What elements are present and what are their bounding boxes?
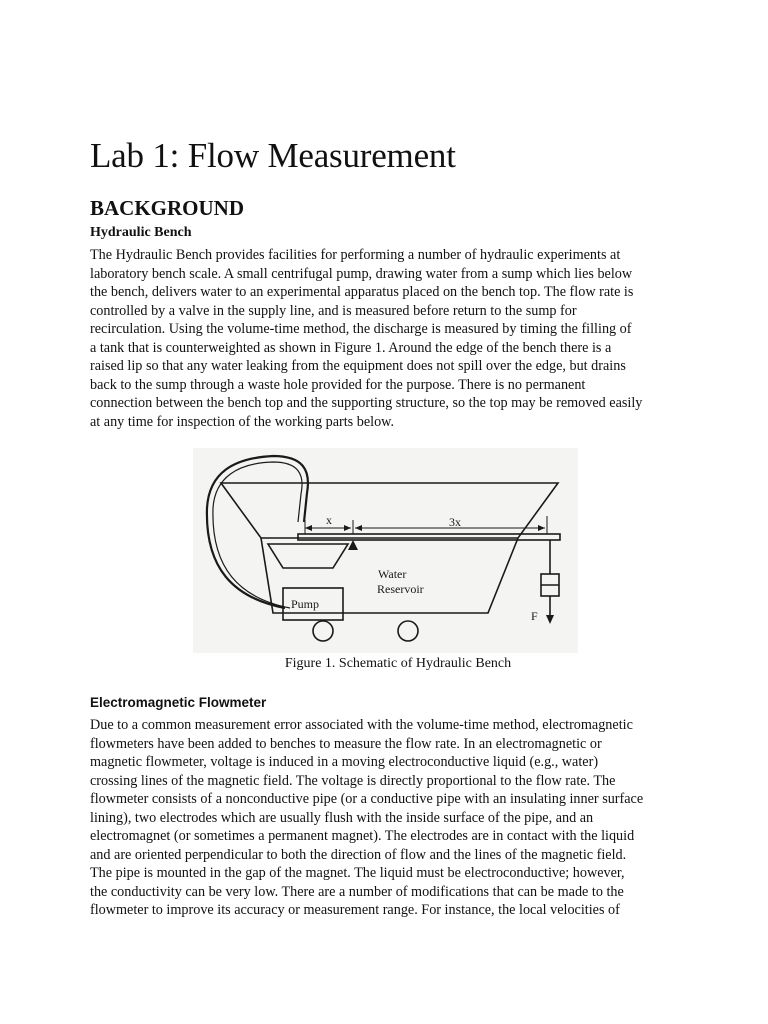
paragraph-line: recirculation. Using the volume-time method, the discharge is measured by timing the filling of bbox=[90, 321, 632, 337]
label-pump: Pump bbox=[291, 597, 320, 611]
paragraph-line: The Hydraulic Bench provides facilities for performing a number of hydraulic experiments at bbox=[90, 247, 621, 263]
label-3x: 3x bbox=[449, 515, 461, 529]
paragraph-line: connection between the bench top and the supporting structure, so the top may be removed easily bbox=[90, 395, 643, 411]
paragraph-line: lining), two electrodes which are usually flush with the inside surface of the pipe, and an bbox=[90, 809, 594, 826]
paragraph-line: and are oriented perpendicular to both the direction of flow and the lines of the magnetic field. bbox=[90, 846, 627, 863]
paragraph-line: controlled by a valve in the supply line, and is measured before return to the sump for bbox=[90, 302, 577, 319]
subsection-heading-electromagnetic-flowmeter: Electromagnetic Flowmeter bbox=[90, 695, 267, 710]
paragraph-line: flowmeter to improve its accuracy or measurement range. For instance, the local velocities of bbox=[90, 902, 620, 918]
paragraph-electromagnetic-flowmeter bbox=[90, 716, 690, 920]
subsection-heading-hydraulic-bench: Hydraulic Bench bbox=[90, 225, 192, 240]
paragraph-line: at any time for inspection of the working parts below. bbox=[90, 413, 395, 430]
figure-hydraulic-bench bbox=[193, 448, 578, 653]
paragraph-line: electromagnet (or sometimes a permanent magnet). The electrodes are in contact with the liquid bbox=[90, 828, 635, 844]
paragraph-line: raised lip so that any water leaking from the equipment does not spill over the edge, but drains bbox=[90, 358, 626, 374]
paragraph-line: the bench, delivers water to an experimental apparatus placed on the bench top. The flow rate is bbox=[90, 284, 634, 300]
label-reservoir: Reservoir bbox=[377, 582, 424, 596]
figure-caption: Figure 1. Schematic of Hydraulic Bench bbox=[284, 656, 512, 671]
paragraph-line: crossing lines of the magnetic field. The voltage is directly proportional to the flow rate. The bbox=[90, 772, 616, 789]
label-force: F bbox=[531, 609, 538, 623]
figure-background bbox=[193, 448, 578, 653]
paragraph-line: The pipe is mounted in the gap of the magnet. The liquid must be electroconductive; however, bbox=[90, 865, 625, 881]
paragraph-line: flowmeter consists of a nonconductive pipe (or a conductive pipe with an insulating inner surface bbox=[90, 791, 644, 807]
paragraph-line: laboratory bench scale. A small centrifugal pump, drawing water from a sump which lies below bbox=[90, 265, 633, 282]
paragraph-line: the conductivity can be very low. There are a number of modifications that can be made to the bbox=[90, 883, 624, 900]
paragraph-line: a tank that is counterweighted as shown in Figure 1. Around the edge of the bench there is a bbox=[90, 339, 612, 356]
label-water: Water bbox=[378, 567, 407, 581]
hydraulic-bench-schematic bbox=[193, 448, 578, 653]
paragraph-line: flowmeters have been added to benches to measure the flow rate. In an electromagnetic or bbox=[90, 735, 602, 752]
page-title: Lab 1: Flow Measurement bbox=[90, 136, 456, 175]
paragraph-line: magnetic flowmeter, voltage is induced in a moving electroconductive liquid (e.g., water) bbox=[90, 754, 599, 770]
section-heading-background: BACKGROUND bbox=[90, 196, 245, 220]
paragraph-hydraulic-bench bbox=[90, 246, 690, 431]
label-x: x bbox=[326, 513, 332, 527]
paragraph-line: back to the sump through a waste hole provided for the purpose. There is no permanent bbox=[90, 376, 586, 393]
paragraph-line: Due to a common measurement error associated with the volume-time method, electromagnetic bbox=[90, 717, 633, 733]
